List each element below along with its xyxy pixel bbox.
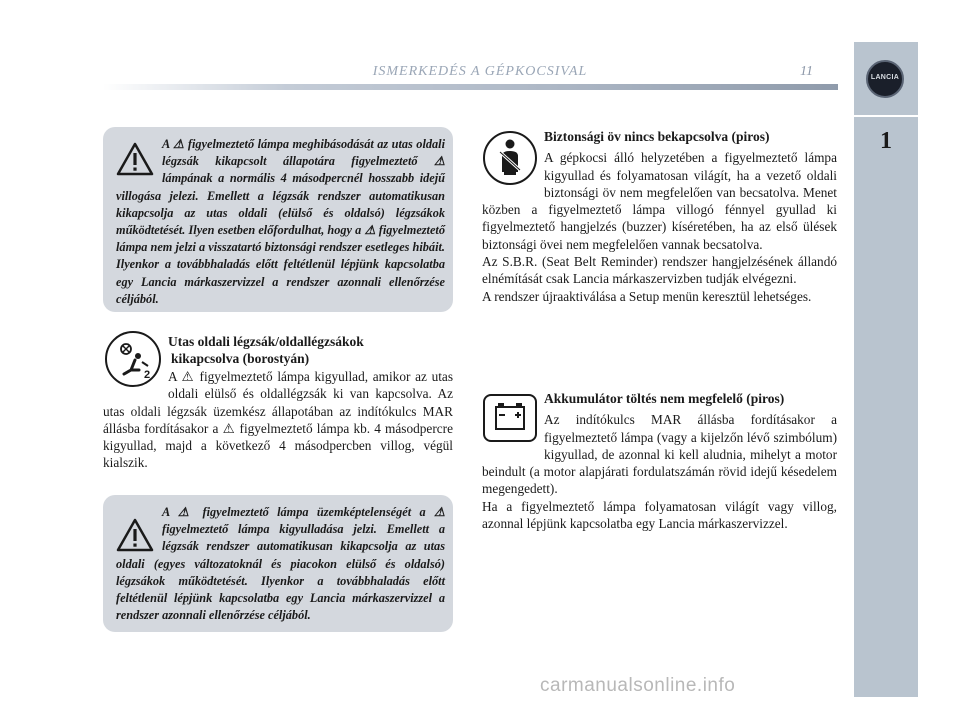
chapter-side-tab (854, 42, 918, 697)
seatbelt-text-2: Az S.B.R. (Seat Belt Reminder) rendszer hangjelzésének állandó elnémítását csak Lancia márkaszervizben tudják elvégezni. (482, 254, 837, 287)
battery-title: Akkumulátor töltés nem megfelelő (piros) (544, 391, 785, 406)
tab-separator (854, 115, 918, 117)
warning-box-2 (103, 495, 453, 632)
airbag-section-title (168, 333, 458, 368)
warning-text-2: A ⚠ figyelmeztető lámpa üzemképtelenségét a ⚠ figyelmeztető lámpa kigyulladása jelzi. Emellett a légzsák rendszer automatikusan kikapcsolja az utas oldali (egyes változatoknál és piacokon elülső és oldalsó) légzsákok működtetését. Ilyenkor a továbbhaladás előtt feltétlenül lépjünk kapcsolatba egy Lancia márkaszervizzel a rendszer azonnali ellenőrzése céljából. (116, 505, 445, 623)
svg-text:2: 2 (144, 369, 151, 381)
logo-text: LANCIA (870, 74, 900, 81)
airbag-title-line1: Utas oldali légzsák/oldallégzsákok (168, 334, 364, 349)
lancia-logo (866, 60, 904, 98)
airbag-title-line2: kikapcsolva (borostyán) (171, 351, 310, 367)
running-header: ISMERKEDÉS A GÉPKOCSIVAL (372, 64, 588, 79)
warning-text-1: A ⚠ figyelmeztető lámpa meghibásodását az utas oldali légzsák kikapcsolt állapotára figyelmeztető ⚠ lámpának a normális 4 másodpercnél hosszabb idejű villogása jelezi. Emellett a légzsák rendszer automatikusan kikapcsolja az utas oldali (elülső és oldalsó) légzsákok működtetését. Ilyen esetben előfordulhat, hogy a ⚠ figyelmeztető lámpa nem jelzi a visszatartó biztonsági rendszer esetleges hibáit. Ilyenkor a továbbhaladás előtt feltétlenül lépjünk kapcsolatba egy Lancia márkaszervizzel a rendszer azonnali ellenőrzése céljából. (116, 137, 445, 306)
seatbelt-text-3: A rendszer újraaktiválása a Setup menün keresztül lehetséges. (482, 288, 812, 304)
airbag-text: A ⚠ figyelmeztető lámpa kigyullad, amikor az utas oldali elülső és oldallégzsák ki van kapcsolva. Az utas oldali légzsák üzemkész állapotában az indítókulcs MAR állásba fordításakor a ⚠ figyelmeztető lámpa kb. 4 másodpercre kigyullad, majd a következő 4 másodpercben villog, végül kialszik. (103, 369, 453, 471)
header-rule (103, 84, 838, 90)
seatbelt-section (482, 128, 837, 305)
page-number: 11 (800, 64, 813, 79)
battery-text: Az indítókulcs MAR állásba fordításakor a figyelmeztető lámpa (vagy a kijelzőn lévő szimbólum) kigyullad, de azonnal ki kell aludnia, mihelyt a motor beindult (a motor alapjárati fordulatszámán rövid idejű késedelem megengedett). (482, 412, 837, 497)
battery-section (482, 390, 837, 532)
warning-box-1 (103, 127, 453, 312)
watermark: carmanualsonline.info (540, 675, 736, 696)
warning-triangle-icon (116, 142, 154, 176)
battery-text-2: Ha a figyelmeztető lámpa folyamatosan világít vagy villog, azonnal lépjünk kapcsolatba egy Lancia márkaszervizzel. (482, 498, 837, 532)
airbag-section-body (103, 368, 453, 472)
seatbelt-text: A gépkocsi álló helyzetében a figyelmeztető lámpa kigyullad és folyamatosan világít, ha a vezető oldali biztonsági öv nem megfelelően van becsatolva. Menet közben a figyelmeztető lámpa villogó fénnyel gyullad ki figyelmeztető hangjelzés (buzzer) kíséretében, ha az első ülések biztonsági övei nem megfelelően vannak becsatolva. (482, 150, 837, 252)
warning-triangle-icon (116, 518, 154, 552)
chapter-number[interactable]: 1 (880, 128, 892, 154)
seatbelt-title: Biztonsági öv nincs bekapcsolva (piros) (544, 129, 770, 144)
